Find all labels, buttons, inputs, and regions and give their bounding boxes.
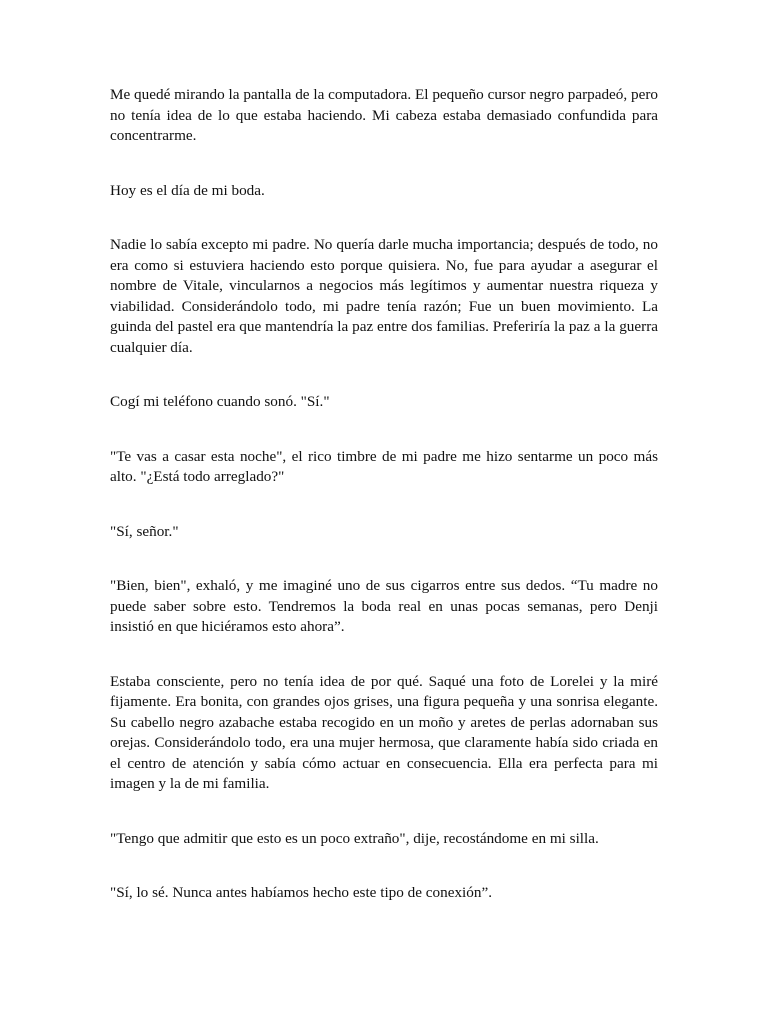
paragraph-1: Me quedé mirando la pantalla de la computadora. El pequeño cursor negro parpadeó, pero no tenía idea de lo que estaba haciendo. Mi cabeza estaba demasiado confundida para concentrarme. <box>110 86 658 144</box>
paragraph-3: Nadie lo sabía excepto mi padre. No quería darle mucha importancia; después de todo, no era como si estuviera haciendo esto porque quisiera. No, fue para ayudar a asegurar el nombre de Vitale, vincularnos a negocios más legítimos y aumentar nuestra riqueza y viabilidad. Considerándolo todo, mi padre tenía razón; Fue un buen movimiento. La guinda del pastel era que mantendría la paz entre dos familias. Preferiría la paz a la guerra cualquier día. <box>110 236 658 356</box>
paragraph-8: Estaba consciente, pero no tenía idea de por qué. Saqué una foto de Lorelei y la miré fijamente. Era bonita, con grandes ojos grises, una figura pequeña y una sonrisa elegante. Su cabello negro azabache estaba recogido en un moño y aretes de perlas adornaban sus orejas. Considerándolo todo, era una mujer hermosa, que claramente había sido criada en el centro de atención y sabía cómo actuar en consecuencia. Ella era perfecta para mi imagen y la de mi familia. <box>110 672 658 792</box>
paragraph-6: "Sí, señor." <box>110 522 179 540</box>
paragraph-7: "Bien, bien", exhaló, y me imaginé uno de sus cigarros entre sus dedos. “Tu madre no puede saber sobre esto. Tendremos la boda real en unas pocas semanas, pero Denji insistió en que hiciéramos esto ahora”. <box>110 577 658 635</box>
document-page <box>110 85 658 938</box>
paragraph-10: "Sí, lo sé. Nunca antes habíamos hecho este tipo de conexión”. <box>110 884 492 901</box>
paragraph-4: Cogí mi teléfono cuando sonó. "Sí." <box>110 393 330 410</box>
paragraph-2: Hoy es el día de mi boda. <box>110 181 265 199</box>
paragraph-5: "Te vas a casar esta noche", el rico timbre de mi padre me hizo sentarme un poco más alto. "¿Está todo arreglado?" <box>110 447 658 485</box>
paragraph-9: "Tengo que admitir que esto es un poco extraño", dije, recostándome en mi silla. <box>110 829 599 847</box>
